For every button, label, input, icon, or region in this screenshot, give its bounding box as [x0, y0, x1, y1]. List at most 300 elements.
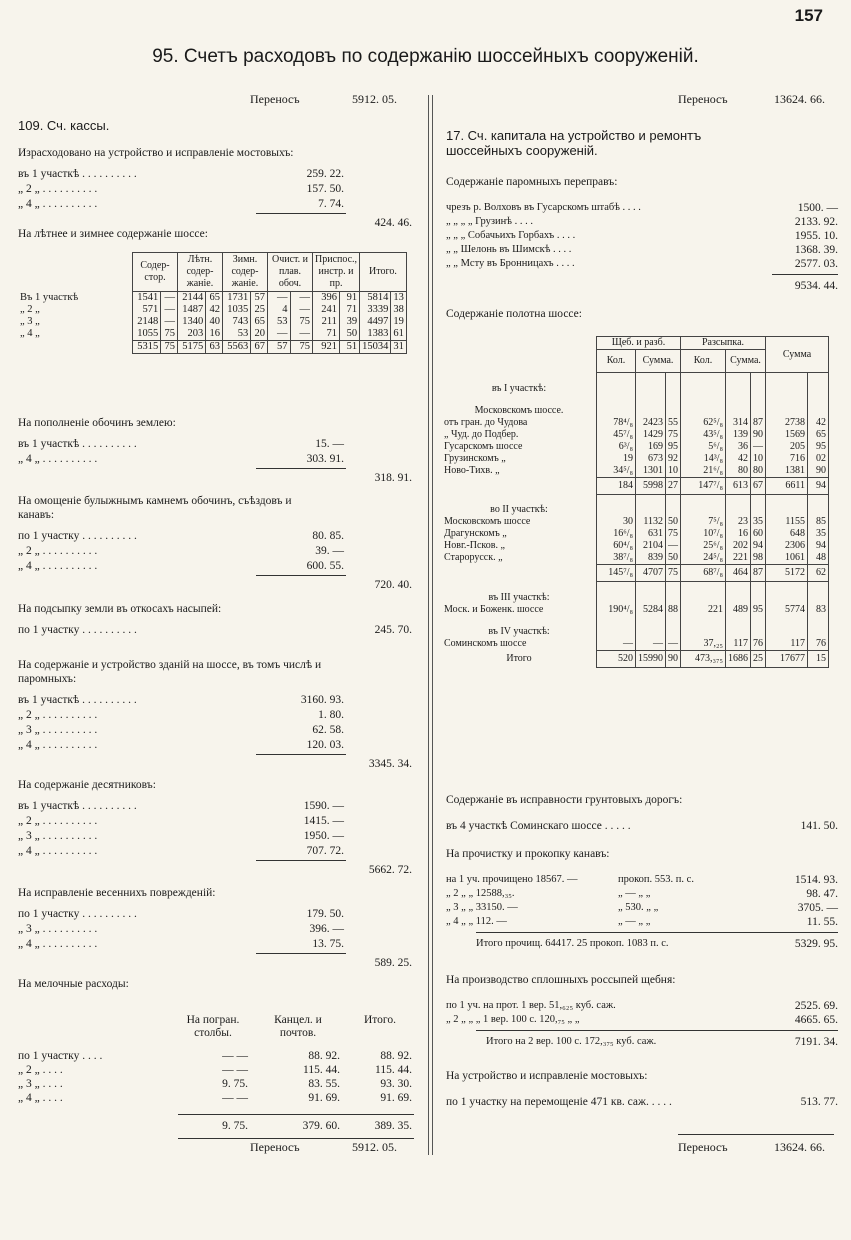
table-cell	[597, 494, 636, 516]
row-label: „ „ Мсту въ Бронницахъ . . . .	[446, 258, 575, 269]
table-cell: 2306	[766, 540, 808, 552]
table-cell: 1381	[766, 465, 808, 478]
table-cell: 39	[339, 316, 359, 328]
table-row	[442, 417, 829, 429]
column-header: Разсыпка.	[681, 337, 766, 350]
row-value: 4665. 65.	[794, 1014, 838, 1026]
table-cell: 67	[751, 477, 766, 494]
table-cell	[666, 494, 681, 516]
table-cell: 65	[251, 316, 268, 328]
table-cell: 65	[206, 292, 223, 305]
table-cell: 6³/₈	[597, 441, 636, 453]
row-value: 88. 92.	[380, 1050, 412, 1062]
table-cell: 631	[636, 528, 666, 540]
table-row	[442, 552, 829, 565]
row-value: 115. 44.	[303, 1064, 340, 1076]
row-value: 303. 91.	[306, 453, 344, 465]
table-cell: 15990	[636, 650, 666, 667]
row-label: „ 4 „ . . . . . . . . . .	[18, 845, 98, 857]
table-cell: 17677	[766, 650, 808, 667]
table-total-row	[18, 341, 406, 354]
table-cell: 27	[666, 477, 681, 494]
table-row	[442, 604, 829, 616]
total-label: Итого на 2 вер. 100 с. 172,₃₇₅ куб. саж.	[486, 1036, 657, 1047]
table-cell: 5774	[766, 604, 808, 616]
table-cell: —	[268, 328, 291, 341]
table-cell: 21⁶/₈	[681, 465, 726, 478]
table-cell: 205	[766, 441, 808, 453]
table-cell: 473,₃₇₅	[681, 650, 726, 667]
column-header: Итого.	[364, 1014, 396, 1026]
table-cell	[666, 395, 681, 417]
table-cell: „ 4 „	[18, 328, 133, 341]
table-cell: 5563	[223, 341, 251, 354]
table-cell: Новг.-Псков. „	[442, 540, 597, 552]
table-cell: 02	[808, 453, 829, 465]
table-cell	[666, 373, 681, 395]
table-cell: Московскомъ шоссе.	[442, 395, 597, 417]
table-cell: 147⁷/₈	[681, 477, 726, 494]
table-cell: 15034	[360, 341, 391, 354]
table-cell: 90	[808, 465, 829, 478]
table-cell: 65	[808, 429, 829, 441]
row-label: въ 1 участкѣ . . . . . . . . . .	[18, 800, 137, 812]
table-cell: 25⁶/₈	[681, 540, 726, 552]
table-cell: 4	[268, 304, 291, 316]
table-cell	[751, 494, 766, 516]
section-heading: На лѣтнее и зимнее содержаніе шоссе:	[18, 228, 208, 240]
rule	[178, 1138, 414, 1139]
row-value: 13. 75.	[312, 938, 344, 950]
table-cell: 921	[313, 341, 340, 354]
row-value: 141. 50.	[800, 820, 838, 832]
table-cell: 91	[339, 292, 359, 305]
table-cell: 1132	[636, 516, 666, 528]
table-cell: 16⁶/₈	[597, 528, 636, 540]
table-cell: 489	[726, 604, 751, 616]
carry-out-value: 13624. 66.	[774, 1140, 825, 1154]
column-header: Сумма	[766, 337, 829, 373]
table-cell: 25	[251, 304, 268, 316]
row-value: 1500. —	[797, 202, 838, 214]
table-cell: 76	[751, 638, 766, 651]
table-cell: 88	[666, 604, 681, 616]
table-cell: 31	[391, 341, 407, 354]
table-cell: въ I участкѣ:	[442, 373, 597, 395]
row-label: „ 4 „ . . . . . . . . . .	[18, 560, 98, 572]
rule	[256, 213, 346, 214]
table-cell: 71	[339, 304, 359, 316]
table-cell: 76	[808, 638, 829, 651]
table-cell: 5⁶/₈	[681, 441, 726, 453]
row-label: по 1 участку на перемощеніе 471 кв. саж. . . . .	[446, 1096, 672, 1108]
table-cell: —	[161, 316, 178, 328]
row-label: „ 4 „ . . . .	[18, 1092, 63, 1104]
section-total: 245. 70.	[374, 624, 412, 636]
table-cell	[726, 582, 751, 604]
column-header	[18, 253, 133, 292]
section-heading: На устройство и исправленіе мостовыхъ:	[446, 1070, 648, 1082]
table-cell: 13	[391, 292, 407, 305]
table-cell: 71	[313, 328, 340, 341]
table-cell: 2104	[636, 540, 666, 552]
section-heading: На омощеніе булыжнымъ камнемъ обочинъ, съѣздовъ и канавъ:	[18, 495, 292, 521]
section-heading: На производство сплошныхъ россыпей щебня:	[446, 974, 676, 986]
table-cell: 67	[251, 341, 268, 354]
carry-in-label: Переносъ	[250, 92, 300, 106]
table-cell	[808, 373, 829, 395]
table-cell: 1569	[766, 429, 808, 441]
row-value: — —	[222, 1050, 248, 1062]
table-cell: 5284	[636, 604, 666, 616]
row-note: прокоп. 553. п. с.	[618, 874, 694, 885]
table-cell: 10	[666, 465, 681, 478]
table-cell	[766, 373, 808, 395]
row-value: 1415. —	[303, 815, 344, 827]
section-total: 5329. 95.	[794, 938, 838, 950]
table-cell	[766, 616, 808, 638]
row-label: „ 2 „ „ 12588,₃₅.	[446, 888, 515, 899]
table-cell: 36	[726, 441, 751, 453]
table-cell: 673	[636, 453, 666, 465]
table-cell: 95	[666, 441, 681, 453]
table-cell: —	[597, 638, 636, 651]
table-cell: 1301	[636, 465, 666, 478]
table-cell: 68⁷/₈	[681, 565, 726, 582]
rule	[256, 754, 346, 755]
section-total: 720. 40.	[374, 579, 412, 591]
table-cell: 48	[808, 552, 829, 565]
table-cell: Соминскомъ шоссе	[442, 638, 597, 651]
table-cell: Московскомъ шоссе	[442, 516, 597, 528]
table-cell	[751, 373, 766, 395]
section-heading: На содержаніе десятниковъ:	[18, 779, 156, 791]
table-cell: 314	[726, 417, 751, 429]
row-label: „ 3 „ . . . . . . . . . .	[18, 724, 98, 736]
table-row	[442, 616, 829, 638]
table-cell: 117	[726, 638, 751, 651]
table-cell: 85	[808, 516, 829, 528]
table-cell	[808, 616, 829, 638]
section-heading: На пополненіе обочинъ землею:	[18, 417, 176, 429]
row-value: 83. 55.	[308, 1078, 340, 1090]
carry-in-value: 13624. 66.	[774, 92, 825, 106]
section-title: 17. Сч. капитала на устройство и ремонтъ шоссейныхъ сооруженій.	[446, 128, 702, 158]
row-label: „ 3 „ . . . . . . . . . .	[18, 923, 98, 935]
row-label: „ 4 „ . . . . . . . . . .	[18, 739, 98, 751]
table-cell: 15	[808, 650, 829, 667]
table-cell	[726, 373, 751, 395]
table-cell: 5814	[360, 292, 391, 305]
carry-out-label: Переносъ	[678, 1140, 728, 1154]
table-cell	[751, 616, 766, 638]
table-cell	[726, 616, 751, 638]
row-value: 120. 03.	[306, 739, 344, 751]
table-cell	[636, 395, 666, 417]
section-heading: На прочистку и прокопку канавъ:	[446, 848, 610, 860]
table-cell: 43⁵/₈	[681, 429, 726, 441]
row-value: 91. 69.	[308, 1092, 340, 1104]
table-row	[442, 516, 829, 528]
column-header: Содер-стор.	[133, 253, 178, 292]
row-value: 39. —	[315, 545, 344, 557]
table-cell	[636, 616, 666, 638]
row-value: 9. 75.	[222, 1078, 248, 1090]
column-header: Зимн. содер-жаніе.	[223, 253, 268, 292]
table-cell	[18, 341, 133, 354]
row-label: „ 2 „ . . . . . . . . . .	[18, 709, 98, 721]
table-cell	[597, 616, 636, 638]
table-cell: 55	[666, 417, 681, 429]
table-cell: 5175	[178, 341, 206, 354]
table-cell: въ IV участкѣ:	[442, 616, 597, 638]
table-row	[442, 528, 829, 540]
table-cell: въ III участкѣ:	[442, 582, 597, 604]
table-cell: „ 2 „	[18, 304, 133, 316]
table-cell: 1155	[766, 516, 808, 528]
row-label: въ 1 участкѣ . . . . . . . . . .	[18, 168, 137, 180]
rule	[256, 468, 346, 469]
table-cell: 60	[751, 528, 766, 540]
column-header: Сумма.	[636, 350, 681, 373]
table-cell: Ново-Тихв. „	[442, 465, 597, 478]
row-value: 7. 74.	[318, 198, 344, 210]
table-cell: —	[666, 540, 681, 552]
table-cell: 53	[268, 316, 291, 328]
row-label: по 1 участку . . . .	[18, 1050, 103, 1062]
table-row	[442, 494, 829, 516]
row-value: 1955. 10.	[794, 230, 838, 242]
table-cell: 1487	[178, 304, 206, 316]
table-cell: 34⁵/₈	[597, 465, 636, 478]
table-cell: 716	[766, 453, 808, 465]
section-heading: Содержаніе въ исправности грунтовыхъ дорогъ:	[446, 794, 683, 806]
row-value: 93. 30.	[380, 1078, 412, 1090]
column-rule	[428, 95, 429, 1155]
table-cell: 75	[290, 316, 313, 328]
carry-out-value: 5912. 05.	[352, 1140, 397, 1154]
table-header	[442, 337, 829, 350]
table-cell	[681, 395, 726, 417]
table-cell: —	[161, 292, 178, 305]
table-cell: Итого	[442, 650, 597, 667]
table-cell	[666, 582, 681, 604]
row-label: „ 4 „ . . . . . . . . . .	[18, 938, 98, 950]
table-cell: 1383	[360, 328, 391, 341]
table-cell: 38	[391, 304, 407, 316]
carry-out-label: Переносъ	[250, 1140, 300, 1154]
table-cell: 145⁷/₈	[597, 565, 636, 582]
section-heading: На мелочные расходы:	[18, 978, 129, 990]
table-cell: 16	[206, 328, 223, 341]
total-label: Итого прочищ. 64417. 25 прокоп. 1083 п. с.	[476, 938, 669, 949]
table-cell: 1340	[178, 316, 206, 328]
column-header: Щеб. и разб.	[597, 337, 681, 350]
row-value: 1950. —	[303, 830, 344, 842]
row-note: „ 530. „ „	[618, 902, 659, 913]
table-cell	[636, 373, 666, 395]
row-label: въ 1 участкѣ . . . . . . . . . .	[18, 694, 137, 706]
table-cell: 221	[726, 552, 751, 565]
table-cell	[681, 494, 726, 516]
row-value: 98. 47.	[806, 888, 838, 900]
table-cell: 2423	[636, 417, 666, 429]
table-cell: 7⁵/₈	[681, 516, 726, 528]
table-cell: 839	[636, 552, 666, 565]
table-cell: 75	[666, 565, 681, 582]
table-row	[442, 540, 829, 552]
rule	[772, 274, 838, 275]
table-cell: 60⁴/₈	[597, 540, 636, 552]
table-cell: 3339	[360, 304, 391, 316]
table-cell	[766, 582, 808, 604]
row-value: 1514. 93.	[794, 874, 838, 886]
column-header: Очист. и плав. обоч.	[268, 253, 313, 292]
table-cell: 98	[751, 552, 766, 565]
table-cell	[597, 373, 636, 395]
table-cell: 1429	[636, 429, 666, 441]
row-value: 600. 55.	[306, 560, 344, 572]
table-cell: 24⁵/₈	[681, 552, 726, 565]
table-cell: Гусарскомъ шоссе	[442, 441, 597, 453]
row-label: по 1 участку . . . . . . . . . .	[18, 530, 137, 542]
table-cell: 94	[808, 477, 829, 494]
row-value: 88. 92.	[308, 1050, 340, 1062]
table-cell	[766, 494, 808, 516]
right-column	[440, 88, 840, 1168]
table-cell: 20	[251, 328, 268, 341]
row-label: въ 1 участкѣ . . . . . . . . . .	[18, 438, 137, 450]
table-cell: 19	[597, 453, 636, 465]
table-cell: 87	[751, 565, 766, 582]
rule	[256, 575, 346, 576]
table-cell	[681, 582, 726, 604]
table-cell	[766, 395, 808, 417]
table-row	[442, 373, 829, 395]
row-value: — —	[222, 1092, 248, 1104]
table-row	[442, 395, 829, 417]
table-cell: 62⁵/₈	[681, 417, 726, 429]
table-cell: 40	[206, 316, 223, 328]
row-value: 259. 22.	[306, 168, 344, 180]
table-cell	[726, 494, 751, 516]
table-cell	[681, 373, 726, 395]
section-heading: На подсыпку земли въ откосахъ насыпей:	[18, 603, 222, 615]
row-label: по 1 уч. на прот. 1 вер. 51,₆₂₅ куб. саж.	[446, 1000, 616, 1011]
table-cell: 190⁴/₈	[597, 604, 636, 616]
row-value: 3160. 93.	[300, 694, 344, 706]
row-label: „ „ „ „ Грузинѣ . . . .	[446, 216, 533, 227]
table-cell: 613	[726, 477, 751, 494]
table-row	[442, 465, 829, 478]
table-cell	[751, 582, 766, 604]
table-cell: „ Чуд. до Подбер.	[442, 429, 597, 441]
row-label: „ „ „ Собачьихъ Горбахъ . . . .	[446, 230, 576, 241]
column-rule	[432, 95, 433, 1155]
table-cell: 648	[766, 528, 808, 540]
table-cell: 5315	[133, 341, 161, 354]
table-cell: —	[161, 304, 178, 316]
table-cell	[808, 395, 829, 417]
table-cell: 50	[666, 516, 681, 528]
row-label: „ „ Шелонь въ Шимскѣ . . . .	[446, 244, 572, 255]
table-cell: 117	[766, 638, 808, 651]
table-cell	[636, 494, 666, 516]
row-value: 2577. 03.	[794, 258, 838, 270]
table-cell: 10	[751, 453, 766, 465]
rule	[256, 953, 346, 954]
row-value: 396. —	[309, 923, 344, 935]
row-label: „ 3 „ „ 33150. —	[446, 902, 518, 913]
rule	[256, 860, 346, 861]
row-value: 3705. —	[797, 902, 838, 914]
table-cell: 42	[726, 453, 751, 465]
section-title: 109. Сч. кассы.	[18, 118, 110, 133]
section-total: 3345. 34.	[368, 758, 412, 770]
table-cell: 743	[223, 316, 251, 328]
table-cell: 90	[751, 429, 766, 441]
section-heading: На содержаніе и устройство зданій на шоссе, въ томъ числѣ и паромныхъ:	[18, 659, 322, 685]
table-cell: Въ 1 участкѣ	[18, 292, 133, 305]
table-cell: 94	[808, 540, 829, 552]
row-label: „ 4 „ . . . . . . . . . .	[18, 453, 98, 465]
table-total-row	[442, 565, 829, 582]
table-cell: 1035	[223, 304, 251, 316]
column-header: Кол.	[597, 350, 636, 373]
table-cell: 80	[726, 465, 751, 478]
table-row	[442, 582, 829, 604]
table-cell: 2144	[178, 292, 206, 305]
table-cell	[636, 582, 666, 604]
row-label: „ 3 „ . . . .	[18, 1078, 63, 1090]
table-cell: 202	[726, 540, 751, 552]
road-surface-table	[442, 336, 829, 668]
table-cell: 520	[597, 650, 636, 667]
table-cell	[726, 395, 751, 417]
table-cell: Старорусск. „	[442, 552, 597, 565]
table-cell: 464	[726, 565, 751, 582]
table-cell: 16	[726, 528, 751, 540]
table-cell: —	[666, 638, 681, 651]
table-cell: 4707	[636, 565, 666, 582]
row-label: „ 4 „ . . . . . . . . . .	[18, 198, 98, 210]
table-cell: 50	[666, 552, 681, 565]
section-total: 7191. 34.	[794, 1036, 838, 1048]
table-cell	[666, 616, 681, 638]
table-cell	[681, 616, 726, 638]
table-cell	[751, 395, 766, 417]
table-cell: 42	[206, 304, 223, 316]
left-column	[12, 88, 416, 1168]
table-cell: во II участкѣ:	[442, 494, 597, 516]
table-cell	[597, 582, 636, 604]
table-cell: 5998	[636, 477, 666, 494]
section-total: 318. 91.	[374, 472, 412, 484]
row-value: — —	[222, 1064, 248, 1076]
table-cell: 10⁷/₈	[681, 528, 726, 540]
section-heading: Содержаніе паромныхъ переправъ:	[446, 176, 618, 188]
table-cell: 37,₂₅	[681, 638, 726, 651]
table-cell: 1061	[766, 552, 808, 565]
table-cell: 5172	[766, 565, 808, 582]
table-row	[18, 328, 406, 341]
row-label: по 1 участку . . . . . . . . . .	[18, 624, 137, 636]
table-total-row	[442, 477, 829, 494]
table-cell: 1731	[223, 292, 251, 305]
row-value: 179. 50.	[306, 908, 344, 920]
page-number: 157	[794, 6, 823, 25]
row-value: 1. 80.	[318, 709, 344, 721]
